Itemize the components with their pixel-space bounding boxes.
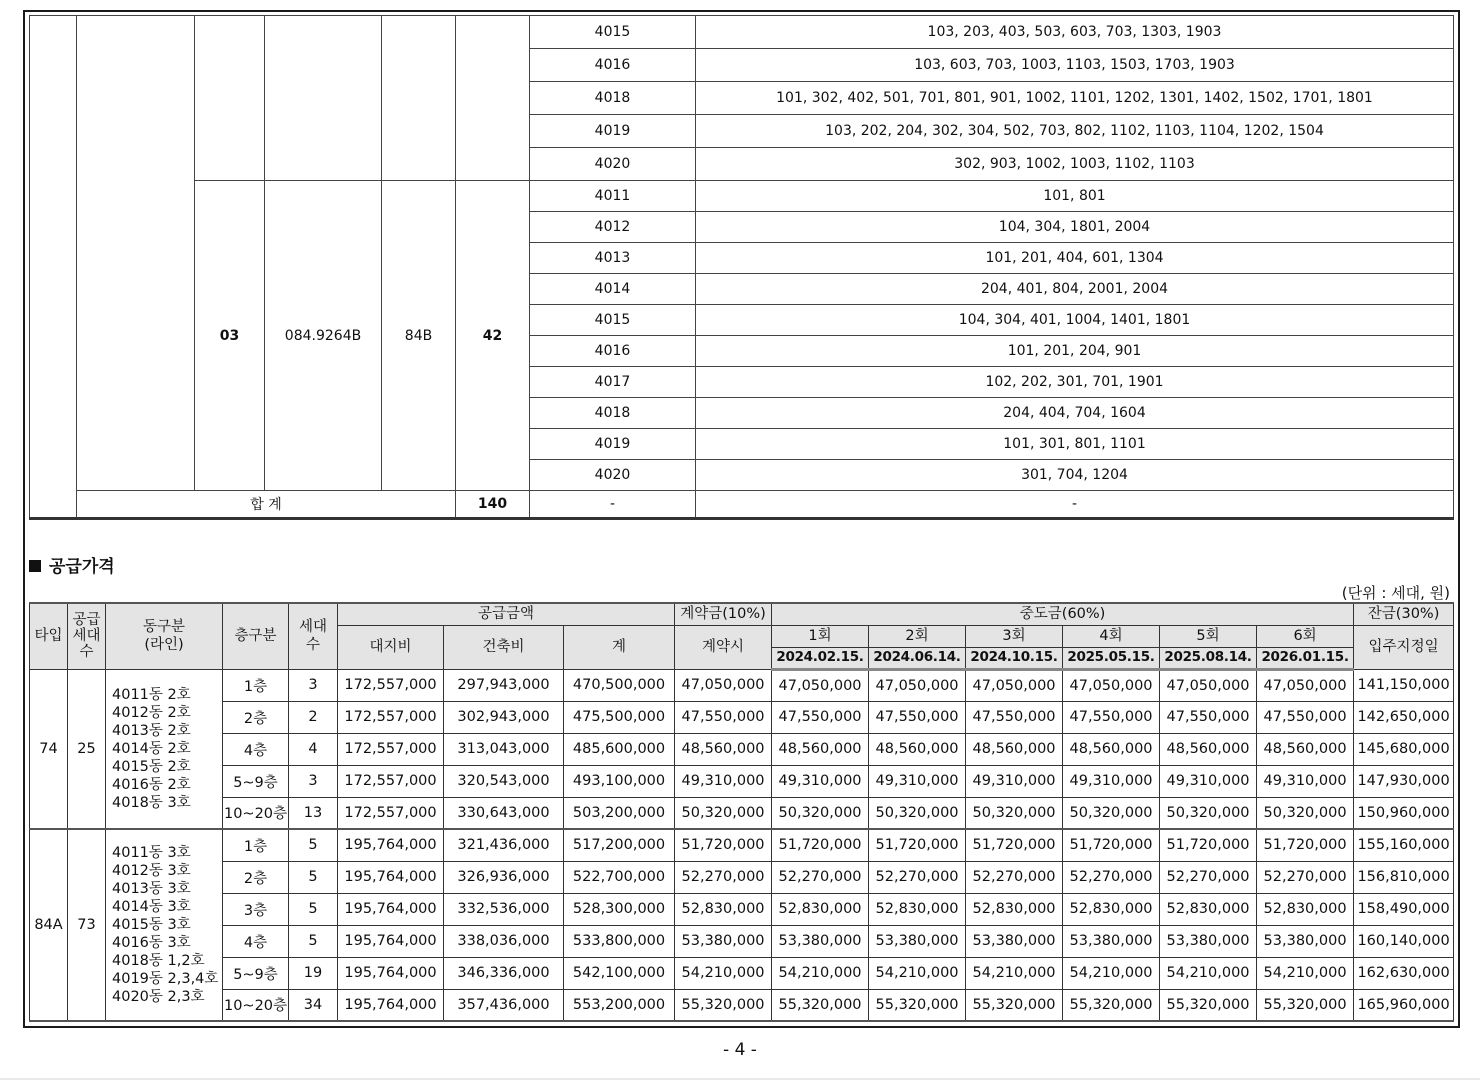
total-price-cell: 528,300,000	[564, 893, 675, 925]
deposit-cell: 50,320,000	[675, 797, 772, 829]
dong-line: 4011동 2호	[112, 686, 191, 703]
installment-cell: 48,560,000	[1063, 733, 1160, 765]
total-price-cell: 470,500,000	[564, 669, 675, 701]
section-title-supply-price: 공급가격	[29, 552, 115, 577]
installment-cell: 49,310,000	[869, 765, 966, 797]
blank-cell	[456, 16, 530, 181]
blank-cell	[195, 16, 265, 181]
installment-cell: 55,320,000	[966, 989, 1063, 1021]
supply-households-cell: 73	[68, 829, 106, 1021]
header-move-in-date: 입주지정일	[1354, 625, 1454, 669]
installment-cell: 51,720,000	[869, 829, 966, 861]
deposit-cell: 48,560,000	[675, 733, 772, 765]
deposit-cell: 52,270,000	[675, 861, 772, 893]
dong-line: 4013동 2호	[112, 722, 191, 739]
land-cost-cell: 195,764,000	[338, 861, 444, 893]
header-deposit: 계약금(10%)	[675, 603, 772, 625]
header-installment-date: 2024.06.14.	[869, 647, 966, 669]
header-installment-date: 2024.02.15.	[772, 647, 869, 669]
header-installment: 4회	[1063, 625, 1160, 647]
installment-cell: 53,380,000	[1257, 925, 1354, 957]
installment-cell: 52,270,000	[1257, 861, 1354, 893]
table-row	[30, 765, 1454, 797]
households-cell: 5	[289, 861, 338, 893]
total-price-cell: 503,200,000	[564, 797, 675, 829]
type-cell: 74	[30, 669, 68, 829]
deposit-cell: 47,550,000	[675, 701, 772, 733]
installment-cell: 54,210,000	[1063, 957, 1160, 989]
table-row	[30, 669, 1454, 701]
land-cost-cell: 172,557,000	[338, 701, 444, 733]
building-cost-cell: 302,943,000	[444, 701, 564, 733]
installment-cell: 54,210,000	[1257, 957, 1354, 989]
total-price-cell: 553,200,000	[564, 989, 675, 1021]
installment-cell: 54,210,000	[966, 957, 1063, 989]
balance-cell: 155,160,000	[1354, 829, 1454, 861]
header-middle-payment: 중도금(60%)	[772, 603, 1354, 625]
installment-cell: 54,210,000	[1160, 957, 1257, 989]
floor-cell: 2층	[223, 861, 289, 893]
installment-cell: 52,270,000	[966, 861, 1063, 893]
households-cell: 4	[289, 733, 338, 765]
floor-cell: 10~20층	[223, 989, 289, 1021]
dash-cell: -	[530, 491, 696, 519]
dong-line: 4016동 2호	[112, 776, 191, 793]
header-type: 타입	[30, 603, 68, 669]
units-cell: 101, 301, 801, 1101	[696, 429, 1454, 460]
land-cost-cell: 172,557,000	[338, 797, 444, 829]
dong-line: 4011동 3호	[112, 845, 191, 861]
installment-cell: 49,310,000	[772, 765, 869, 797]
total-label: 합 계	[77, 491, 456, 519]
dong-line: 4018동 1,2호	[112, 953, 205, 969]
households-cell: 13	[289, 797, 338, 829]
supply-price-table	[29, 602, 1454, 1022]
installment-cell: 52,270,000	[1160, 861, 1257, 893]
installment-cell: 52,270,000	[1063, 861, 1160, 893]
header-sum: 계	[564, 625, 675, 669]
header-deposit-timing: 계약시	[675, 625, 772, 669]
installment-cell: 50,320,000	[966, 797, 1063, 829]
installment-cell: 47,050,000	[1257, 669, 1354, 701]
households-cell: 3	[289, 669, 338, 701]
dong-line: 4012동 3호	[112, 863, 191, 879]
land-cost-cell: 195,764,000	[338, 893, 444, 925]
installment-cell: 47,550,000	[869, 701, 966, 733]
installment-cell: 50,320,000	[1160, 797, 1257, 829]
dong-cell: 4014	[530, 274, 696, 305]
units-cell: 102, 202, 301, 701, 1901	[696, 367, 1454, 398]
type-cell: 84B	[382, 181, 456, 491]
land-cost-cell: 195,764,000	[338, 957, 444, 989]
installment-cell: 52,270,000	[869, 861, 966, 893]
table-row	[30, 957, 1454, 989]
total-price-cell: 522,700,000	[564, 861, 675, 893]
building-cost-cell: 326,936,000	[444, 861, 564, 893]
dong-cell: 4018	[530, 398, 696, 429]
dong-cell: 4013	[530, 243, 696, 274]
dong-cell: 4019	[530, 115, 696, 148]
dong-line: 4018동 3호	[112, 794, 191, 811]
land-cost-cell: 172,557,000	[338, 765, 444, 797]
table-row	[30, 181, 1454, 212]
installment-cell: 52,270,000	[772, 861, 869, 893]
installment-cell: 47,550,000	[1063, 701, 1160, 733]
dong-line: 4014동 3호	[112, 899, 191, 915]
households-cell: 5	[289, 925, 338, 957]
deposit-cell: 53,380,000	[675, 925, 772, 957]
dong-cell: 4020	[530, 148, 696, 181]
installment-cell: 49,310,000	[966, 765, 1063, 797]
type-cell: 84A	[30, 829, 68, 1021]
households-cell: 2	[289, 701, 338, 733]
land-cost-cell: 195,764,000	[338, 829, 444, 861]
dong-cell: 4012	[530, 212, 696, 243]
installment-cell: 55,320,000	[1257, 989, 1354, 1021]
header-installment: 2회	[869, 625, 966, 647]
units-cell: 302, 903, 1002, 1003, 1102, 1103	[696, 148, 1454, 181]
table-row	[30, 701, 1454, 733]
dong-list-cell	[106, 829, 223, 1021]
header-balance: 잔금(30%)	[1354, 603, 1454, 625]
total-price-cell: 542,100,000	[564, 957, 675, 989]
floor-cell: 1층	[223, 669, 289, 701]
installment-cell: 48,560,000	[1160, 733, 1257, 765]
blank-cell	[30, 16, 77, 519]
floor-cell: 4층	[223, 925, 289, 957]
installment-cell: 48,560,000	[966, 733, 1063, 765]
dong-cell: 4018	[530, 82, 696, 115]
installment-cell: 47,050,000	[1063, 669, 1160, 701]
installment-cell: 51,720,000	[1160, 829, 1257, 861]
balance-cell: 145,680,000	[1354, 733, 1454, 765]
balance-cell: 158,490,000	[1354, 893, 1454, 925]
installment-cell: 52,830,000	[1257, 893, 1354, 925]
dong-line: 4015동 2호	[112, 758, 191, 775]
installment-cell: 52,830,000	[1160, 893, 1257, 925]
installment-cell: 54,210,000	[772, 957, 869, 989]
blank-cell	[382, 16, 456, 181]
units-cell: 204, 404, 704, 1604	[696, 398, 1454, 429]
unit-allocation-table	[29, 15, 1454, 520]
building-cost-cell: 321,436,000	[444, 829, 564, 861]
dong-line: 4015동 3호	[112, 917, 191, 933]
deposit-cell: 52,830,000	[675, 893, 772, 925]
table-row	[30, 16, 1454, 49]
building-cost-cell: 357,436,000	[444, 989, 564, 1021]
total-row	[30, 491, 1454, 519]
installment-cell: 47,550,000	[1257, 701, 1354, 733]
units-cell: 104, 304, 401, 1004, 1401, 1801	[696, 305, 1454, 336]
total-price-cell: 493,100,000	[564, 765, 675, 797]
units-cell: 103, 202, 204, 302, 304, 502, 703, 802, 1102, 1103, 1104, 1202, 1504	[696, 115, 1454, 148]
dong-cell: 4015	[530, 16, 696, 49]
balance-cell: 156,810,000	[1354, 861, 1454, 893]
units-cell: 101, 201, 404, 601, 1304	[696, 243, 1454, 274]
installment-cell: 52,830,000	[966, 893, 1063, 925]
units-cell: 101, 302, 402, 501, 701, 801, 901, 1002, 1101, 1202, 1301, 1402, 1502, 1701, 1801	[696, 82, 1454, 115]
installment-cell: 50,320,000	[1063, 797, 1160, 829]
households-cell: 5	[289, 829, 338, 861]
units-cell: 204, 401, 804, 2001, 2004	[696, 274, 1454, 305]
deposit-cell: 54,210,000	[675, 957, 772, 989]
installment-cell: 47,550,000	[966, 701, 1063, 733]
group-number: 03	[195, 181, 265, 491]
units-cell: 101, 801	[696, 181, 1454, 212]
households-cell: 34	[289, 989, 338, 1021]
installment-cell: 55,320,000	[772, 989, 869, 1021]
land-cost-cell: 172,557,000	[338, 733, 444, 765]
installment-cell: 47,550,000	[1160, 701, 1257, 733]
installment-cell: 53,380,000	[966, 925, 1063, 957]
households-cell: 3	[289, 765, 338, 797]
balance-cell: 150,960,000	[1354, 797, 1454, 829]
dong-line: 4020동 2,3호	[112, 989, 205, 1005]
installment-cell: 53,380,000	[1063, 925, 1160, 957]
table-row	[30, 893, 1454, 925]
dong-line: 4014동 2호	[112, 740, 191, 757]
installment-cell: 55,320,000	[1160, 989, 1257, 1021]
deposit-cell: 49,310,000	[675, 765, 772, 797]
installment-cell: 47,050,000	[966, 669, 1063, 701]
installment-cell: 51,720,000	[966, 829, 1063, 861]
table-row	[30, 861, 1454, 893]
deposit-cell: 51,720,000	[675, 829, 772, 861]
dong-cell: 4011	[530, 181, 696, 212]
table-row	[30, 829, 1454, 861]
header-installment: 3회	[966, 625, 1063, 647]
installment-cell: 53,380,000	[1160, 925, 1257, 957]
count-cell: 42	[456, 181, 530, 491]
installment-cell: 50,320,000	[1257, 797, 1354, 829]
installment-cell: 52,830,000	[772, 893, 869, 925]
floor-cell: 10~20층	[223, 797, 289, 829]
building-cost-cell: 330,643,000	[444, 797, 564, 829]
dong-cell: 4016	[530, 336, 696, 367]
blank-cell	[265, 16, 382, 181]
units-cell: 104, 304, 1801, 2004	[696, 212, 1454, 243]
deposit-cell: 47,050,000	[675, 669, 772, 701]
unit-note: (단위 : 세대, 원)	[1341, 584, 1450, 602]
building-cost-cell: 320,543,000	[444, 765, 564, 797]
balance-cell: 147,930,000	[1354, 765, 1454, 797]
building-cost-cell: 338,036,000	[444, 925, 564, 957]
land-cost-cell: 195,764,000	[338, 925, 444, 957]
installment-cell: 53,380,000	[869, 925, 966, 957]
header-dong-line: 동구분 (라인)	[106, 603, 223, 669]
installment-cell: 47,050,000	[1160, 669, 1257, 701]
header-supply-households: 공급 세대 수	[68, 603, 106, 669]
balance-cell: 165,960,000	[1354, 989, 1454, 1021]
balance-cell: 162,630,000	[1354, 957, 1454, 989]
building-cost-cell: 297,943,000	[444, 669, 564, 701]
total-price-cell: 533,800,000	[564, 925, 675, 957]
header-installment-date: 2026.01.15.	[1257, 647, 1354, 669]
floor-cell: 1층	[223, 829, 289, 861]
blank-cell	[77, 16, 195, 491]
dong-cell: 4019	[530, 429, 696, 460]
installment-cell: 48,560,000	[772, 733, 869, 765]
units-cell: 101, 201, 204, 901	[696, 336, 1454, 367]
installment-cell: 49,310,000	[1063, 765, 1160, 797]
installment-cell: 54,210,000	[869, 957, 966, 989]
installment-cell: 48,560,000	[1257, 733, 1354, 765]
households-cell: 5	[289, 893, 338, 925]
dong-line: 4013동 3호	[112, 881, 191, 897]
dong-list-cell	[106, 669, 223, 829]
balance-cell: 142,650,000	[1354, 701, 1454, 733]
table-row	[30, 925, 1454, 957]
land-cost-cell: 195,764,000	[338, 989, 444, 1021]
dong-line: 4019동 2,3,4호	[112, 971, 219, 987]
dash-cell: -	[696, 491, 1454, 519]
header-land: 대지비	[338, 625, 444, 669]
header-building: 건축비	[444, 625, 564, 669]
installment-cell: 47,050,000	[772, 669, 869, 701]
table-row	[30, 989, 1454, 1021]
header-installment: 6회	[1257, 625, 1354, 647]
installment-cell: 55,320,000	[869, 989, 966, 1021]
installment-cell: 47,550,000	[772, 701, 869, 733]
installment-cell: 53,380,000	[772, 925, 869, 957]
building-cost-cell: 346,336,000	[444, 957, 564, 989]
installment-cell: 50,320,000	[869, 797, 966, 829]
header-installment: 1회	[772, 625, 869, 647]
total-price-cell: 517,200,000	[564, 829, 675, 861]
installment-cell: 55,320,000	[1063, 989, 1160, 1021]
model-cell: 084.9264B	[265, 181, 382, 491]
header-installment-date: 2024.10.15.	[966, 647, 1063, 669]
installment-cell: 52,830,000	[869, 893, 966, 925]
total-price-cell: 475,500,000	[564, 701, 675, 733]
floor-cell: 2층	[223, 701, 289, 733]
units-cell: 103, 603, 703, 1003, 1103, 1503, 1703, 1903	[696, 49, 1454, 82]
installment-cell: 52,830,000	[1063, 893, 1160, 925]
floor-cell: 4층	[223, 733, 289, 765]
header-floor: 층구분	[223, 603, 289, 669]
table-row	[30, 797, 1454, 829]
dong-cell: 4017	[530, 367, 696, 398]
balance-cell: 160,140,000	[1354, 925, 1454, 957]
page-number: - 4 -	[723, 1040, 757, 1060]
floor-cell: 5~9층	[223, 957, 289, 989]
dong-cell: 4020	[530, 460, 696, 491]
households-cell: 19	[289, 957, 338, 989]
land-cost-cell: 172,557,000	[338, 669, 444, 701]
table-row	[30, 733, 1454, 765]
installment-cell: 51,720,000	[1257, 829, 1354, 861]
floor-cell: 3층	[223, 893, 289, 925]
deposit-cell: 55,320,000	[675, 989, 772, 1021]
floor-cell: 5~9층	[223, 765, 289, 797]
installment-cell: 51,720,000	[772, 829, 869, 861]
header-households: 세대 수	[289, 603, 338, 669]
header-installment-date: 2025.08.14.	[1160, 647, 1257, 669]
installment-cell: 49,310,000	[1257, 765, 1354, 797]
supply-households-cell: 25	[68, 669, 106, 829]
building-cost-cell: 332,536,000	[444, 893, 564, 925]
total-count: 140	[456, 491, 530, 519]
total-price-cell: 485,600,000	[564, 733, 675, 765]
balance-cell: 141,150,000	[1354, 669, 1454, 701]
installment-cell: 51,720,000	[1063, 829, 1160, 861]
dong-cell: 4016	[530, 49, 696, 82]
dong-line: 4012동 2호	[112, 704, 191, 721]
dong-line: 4016동 3호	[112, 935, 191, 951]
building-cost-cell: 313,043,000	[444, 733, 564, 765]
header-installment-date: 2025.05.15.	[1063, 647, 1160, 669]
installment-cell: 49,310,000	[1160, 765, 1257, 797]
header-installment: 5회	[1160, 625, 1257, 647]
installment-cell: 50,320,000	[772, 797, 869, 829]
square-bullet-icon	[29, 560, 41, 572]
dong-cell: 4015	[530, 305, 696, 336]
installment-cell: 47,050,000	[869, 669, 966, 701]
header-supply-amount: 공급금액	[338, 603, 675, 625]
units-cell: 103, 203, 403, 503, 603, 703, 1303, 1903	[696, 16, 1454, 49]
units-cell: 301, 704, 1204	[696, 460, 1454, 491]
installment-cell: 48,560,000	[869, 733, 966, 765]
header-row	[30, 603, 1454, 625]
